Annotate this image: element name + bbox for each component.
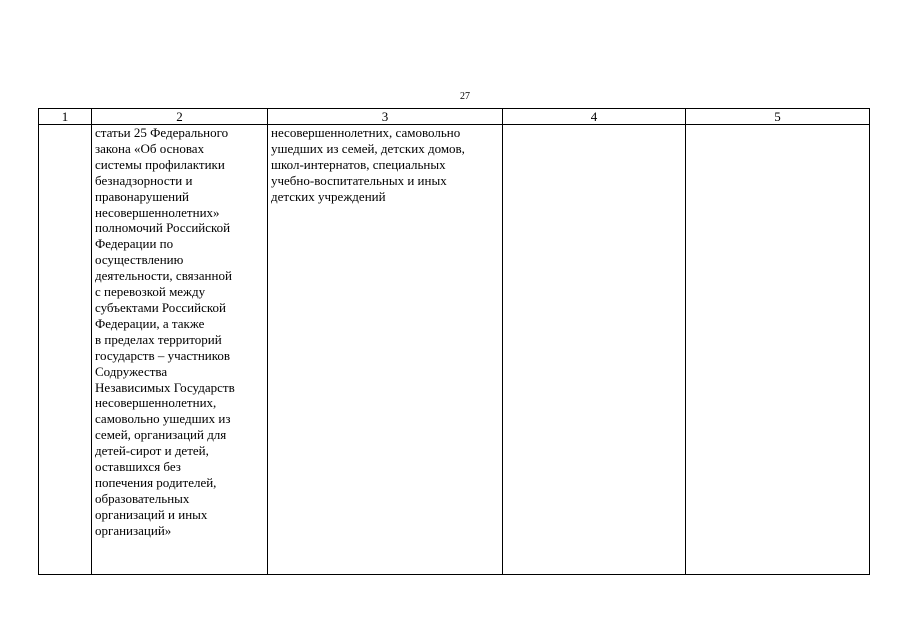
- header-col-5: 5: [686, 109, 870, 125]
- page-number: 27: [460, 91, 470, 102]
- cell-col-1: [39, 125, 92, 575]
- header-col-3: 3: [268, 109, 503, 125]
- cell-col-2-text: статьи 25 Федерального закона «Об основах системы профилактики безнадзорности и правонарушений несовершеннолетних» полномочий Российской Федерации по осуществлению деятельности, связанной с перевозкой между субъектами Российской Федерации, а также в пределах территорий государств – участников Содружества Независимых Государств несовершеннолетних, самовольно ушедших из семей, организаций для детей-сирот и детей, оставшихся без попечения родителей, образовательных организаций и иных организаций»: [95, 125, 235, 538]
- table-row: [39, 125, 870, 575]
- cell-col-4: [503, 125, 686, 575]
- header-col-4: 4: [503, 109, 686, 125]
- cell-col-5: [686, 125, 870, 575]
- header-col-1: 1: [39, 109, 92, 125]
- cell-col-3-text: несовершеннолетних, самовольно ушедших из семей, детских домов, школ-интернатов, специальных учебно-воспитательных и иных детских учреждений: [271, 125, 465, 204]
- document-table: [38, 108, 870, 575]
- cell-col-2: [92, 125, 268, 575]
- table-header-row: [39, 109, 870, 125]
- cell-col-3: [268, 125, 503, 575]
- header-col-2: 2: [92, 109, 268, 125]
